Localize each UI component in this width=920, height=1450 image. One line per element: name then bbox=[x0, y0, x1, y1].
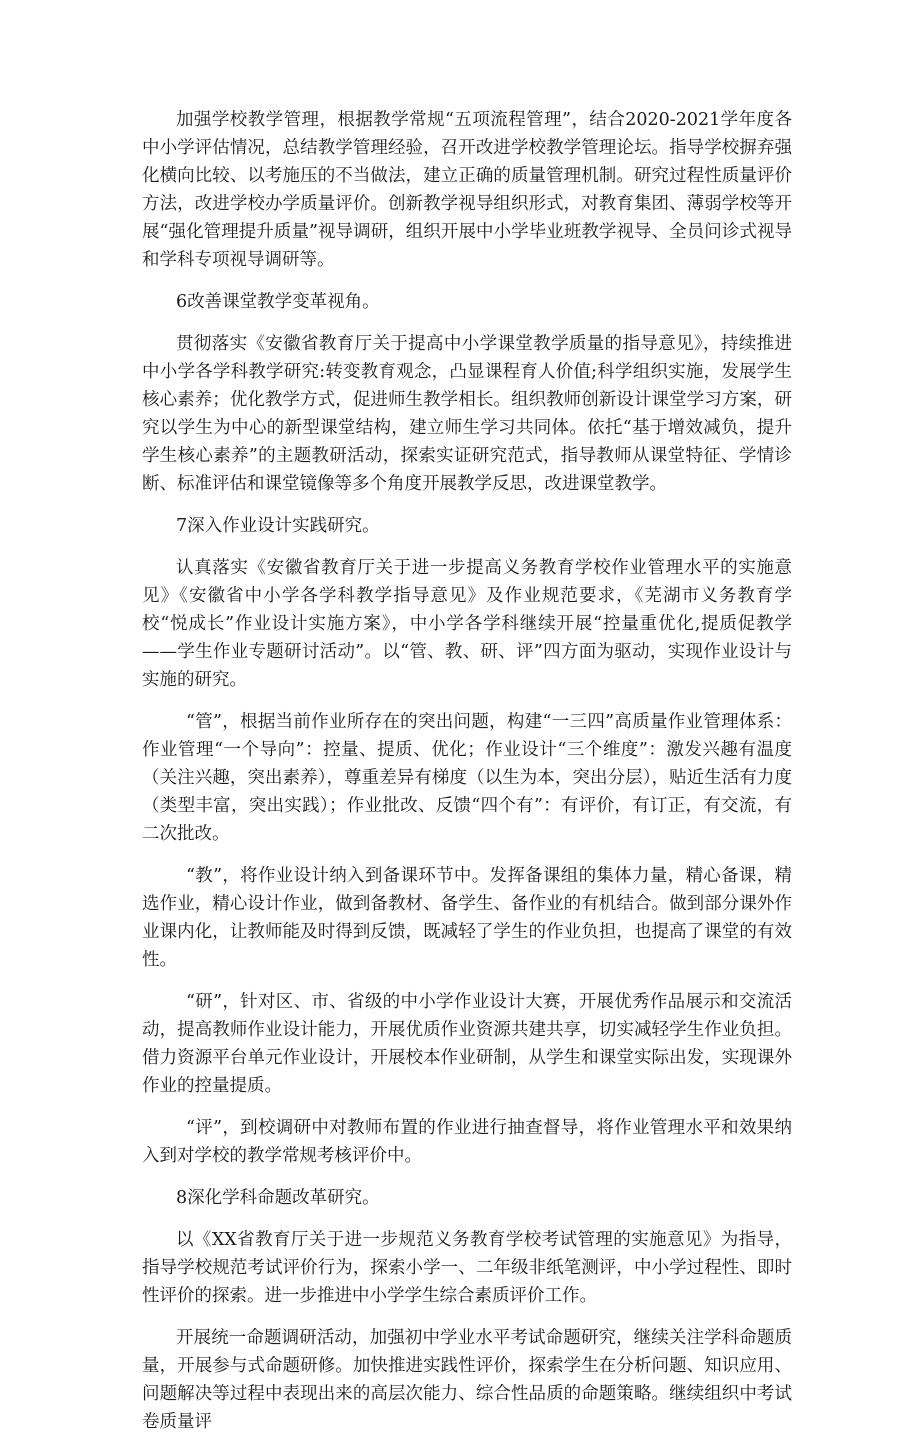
paragraph-guan-manage: “管”，根据当前作业所存在的突出问题，构建“一三四”高质量作业管理体系：作业管理“一个导向”：控量、提质、优化；作业设计“三个维度”：激发兴趣有温度（关注兴趣，突出素养），尊重差异有梯度（以生为本，突出分层），贴近生活有力度（类型丰富，突出实践）；作业批改、反馈“四个有”：有评价，有订正，有交流，有二次批改。 bbox=[142, 712, 792, 844]
paragraph-exam-guidance: 以《XX省教育厅关于进一步规范义务教育学校考试管理的实施意见》为指导，指导学校规范考试评价行为，探索小学一、二年级非纸笔测评，中小学过程性、即时性评价的探索。进一步推进中小学学生综合素质评价工作。 bbox=[142, 1230, 792, 1306]
heading-6-classroom-reform: 6改善课堂教学变革视角。 bbox=[176, 292, 380, 312]
paragraph-ping-evaluate: “评”，到校调研中对教师布置的作业进行抽查督导，将作业管理水平和效果纳入到对学校的教学常规考核评价中。 bbox=[142, 1118, 792, 1166]
document-page bbox=[142, 106, 792, 1450]
paragraph-classroom-quality: 贯彻落实《安徽省教育厅关于提高中小学课堂教学质量的指导意见》，持续推进中小学各学科教学研究:转变教育观念，凸显课程育人价值;科学组织实施，发展学生核心素养；优化教学方式，促进师生教学相长。组织教师创新设计课堂学习方案，研究以学生为中心的新型课堂结构，建立师生学习共同体。依托“基于增效减负，提升学生核心素养”的主题教研活动，探索实证研究范式，指导教师从课堂特征、学情诊断、标准评估和课堂镜像等多个角度开展教学反思，改进课堂教学。 bbox=[142, 334, 792, 494]
heading-7-homework-design: 7深入作业设计实践研究。 bbox=[176, 516, 380, 536]
paragraph-homework-management: 认真落实《安徽省教育厅关于进一步提高义务教育学校作业管理水平的实施意见》《安徽省中小学各学科教学指导意见》及作业规范要求，《芜湖市义务教育学校“悦成长”作业设计实施方案》，中小学各学科继续开展“控量重优化,提质促教学——学生作业专题研讨活动”。以“管、教、研、评”四方面为驱动，实现作业设计与实施的研究。 bbox=[142, 558, 792, 690]
paragraph-jiao-teach: “教”，将作业设计纳入到备课环节中。发挥备课组的集体力量，精心备课，精选作业，精心设计作业，做到备教材、备学生、备作业的有机结合。做到部分课外作业课内化，让教师能及时得到反馈，既减轻了学生的作业负担，也提高了课堂的有效性。 bbox=[142, 866, 792, 970]
paragraph-teaching-management: 加强学校教学管理，根据教学常规“五项流程管理”，结合2020-2021学年度各中小学评估情况，总结教学管理经验，召开改进学校教学管理论坛。指导学校摒弃强化横向比较、以考施压的不当做法，建立正确的质量管理机制。研究过程性质量评价方法，改进学校办学质量评价。创新教学视导组织形式，对教育集团、薄弱学校等开展“强化管理提升质量”视导调研，组织开展中小学毕业班教学视导、全员问诊式视导和学科专项视导调研等。 bbox=[142, 110, 792, 270]
heading-8-exam-reform: 8深化学科命题改革研究。 bbox=[176, 1188, 380, 1208]
paragraph-yan-research: “研”，针对区、市、省级的中小学作业设计大赛，开展优秀作品展示和交流活动，提高教师作业设计能力，开展优质作业资源共建共享，切实减轻学生作业负担。借力资源平台单元作业设计，开展校本作业研制，从学生和课堂实际出发，实现课外作业的控量提质。 bbox=[142, 992, 792, 1096]
paragraph-unified-exam: 开展统一命题调研活动，加强初中学业水平考试命题研究，继续关注学科命题质量，开展参与式命题研修。加快推进实践性评价，探索学生在分析问题、知识应用、问题解决等过程中表现出来的高层次能力、综合性品质的命题策略。继续组织中考试卷质量评 bbox=[142, 1328, 792, 1432]
